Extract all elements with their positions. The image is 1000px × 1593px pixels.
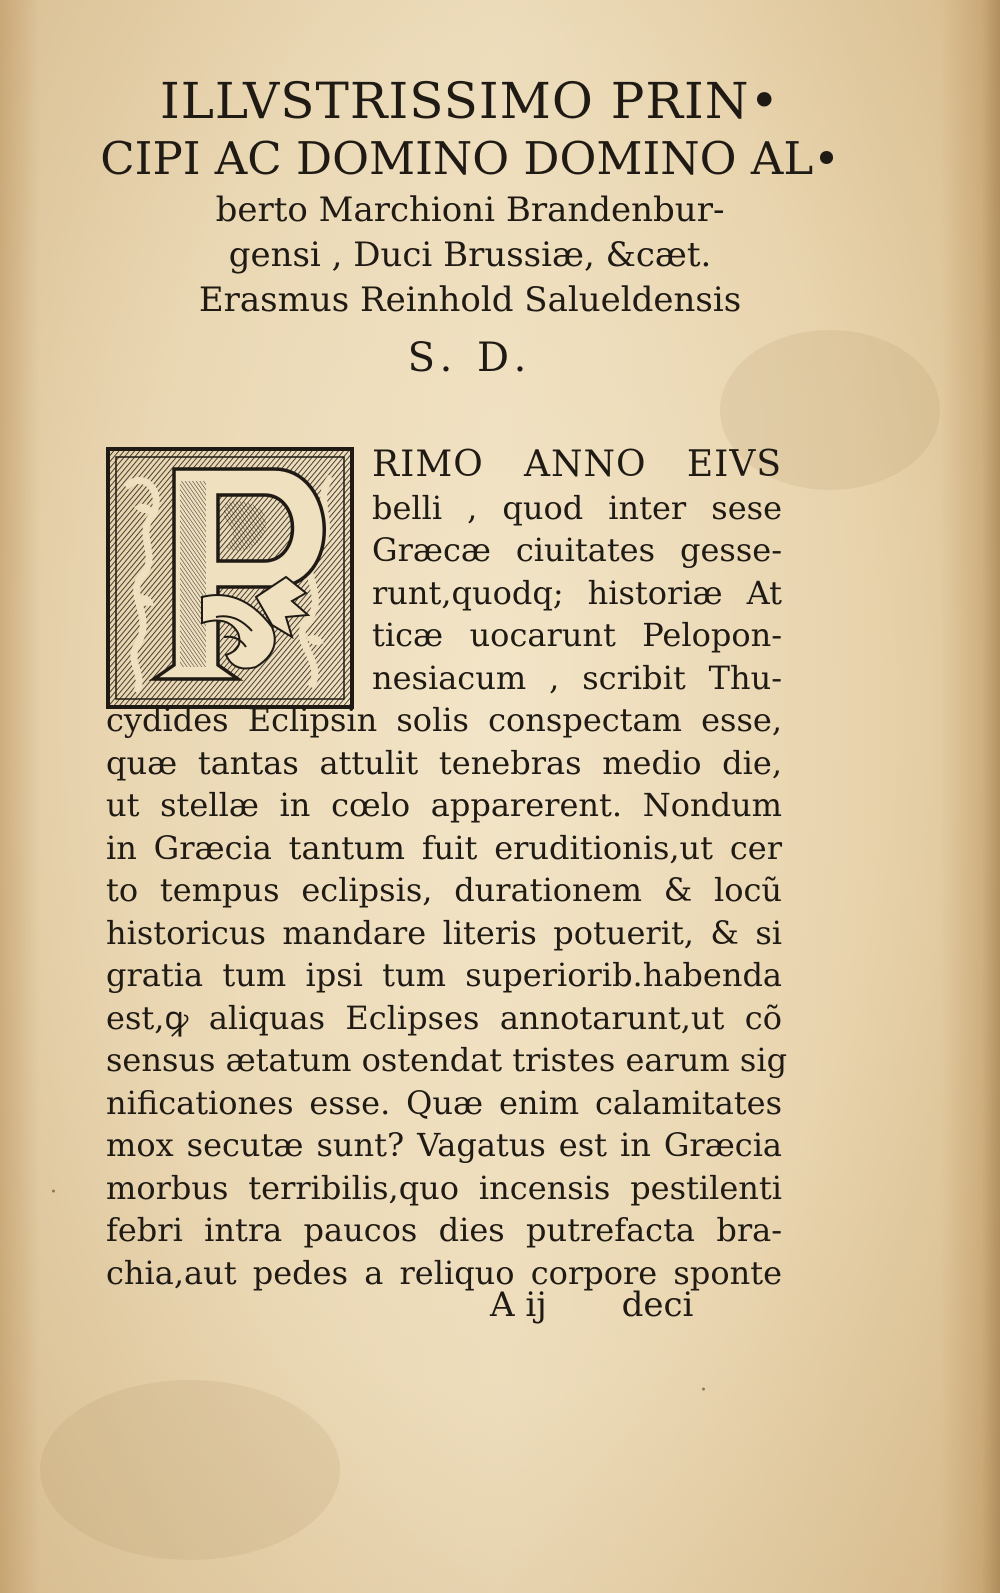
- decorated-initial-p: [106, 447, 354, 709]
- text-line: historicus mandare literis potuerit, & si: [106, 913, 782, 952]
- heading-line-3: berto Marchioni Brandenbur-: [215, 190, 725, 230]
- text-line: sensus ætatum ostendat tristes earum sig: [106, 1041, 788, 1079]
- text-line: chia,aut pedes a reliquo corpore sponte: [106, 1253, 782, 1292]
- page-footer: [490, 1285, 790, 1325]
- speck: ·: [700, 1378, 707, 1403]
- text-line: runt,quodq; historiæ At: [372, 573, 782, 612]
- heading-line-5: Erasmus Reinhold Salueldensis: [198, 280, 742, 320]
- heading-salutation: S. D.: [407, 335, 533, 381]
- text-line: gratia tum ipsi tum superiorib.habenda: [106, 956, 782, 994]
- woodcut-initial-icon: [106, 447, 354, 709]
- body-paragraph: [106, 699, 788, 1294]
- speck: ·: [50, 1180, 57, 1205]
- text-line: belli , quod inter sese: [372, 488, 782, 527]
- text-line: Græcæ ciuitates gesse-: [372, 531, 782, 569]
- heading-line-4: gensi , Duci Brussiæ, &cæt.: [228, 235, 712, 275]
- paper-stain: [40, 1380, 340, 1560]
- text-line: cydides Eclipsin solis conspectam esse,: [106, 701, 782, 739]
- opening-paragraph-beside-initial: [372, 444, 782, 699]
- text-line: ticæ uocarunt Pelopon-: [372, 616, 782, 654]
- text-line: to tempus eclipsis, durationem & locũ: [106, 871, 782, 909]
- catchword: deci: [621, 1285, 694, 1325]
- text-line: morbus terribilis,quo incensis pestilenti: [106, 1168, 782, 1207]
- heading-line-2: CIPI AC DOMINO DOMINO AL•: [100, 132, 840, 185]
- text-line: quæ tantas attulit tenebras medio die,: [106, 743, 782, 782]
- text-line: ut stellæ in cœlo apparerent. Nondum: [106, 786, 782, 824]
- text-line: mox secutæ sunt? Vagatus est in Græcia: [106, 1126, 782, 1164]
- text-line: nificationes esse. Quæ enim calamitates: [106, 1083, 782, 1122]
- dedication-heading: [100, 72, 840, 387]
- text-line: in Græcia tantum fuit eruditionis,ut cer: [106, 828, 782, 867]
- text-line: RIMO ANNO EIVS: [372, 444, 782, 485]
- page-edge-shadow: [982, 0, 1000, 1593]
- heading-line-1: ILLVSTRISSIMO PRIN•: [159, 72, 781, 130]
- text-line: est,ꝙ aliquas Eclipses annotarunt,ut cõ: [106, 998, 782, 1037]
- signature-mark: A ij: [490, 1285, 547, 1325]
- text-line: febri intra paucos dies putrefacta bra-: [106, 1211, 782, 1249]
- text-line: nesiacum , scribit Thu-: [372, 658, 782, 697]
